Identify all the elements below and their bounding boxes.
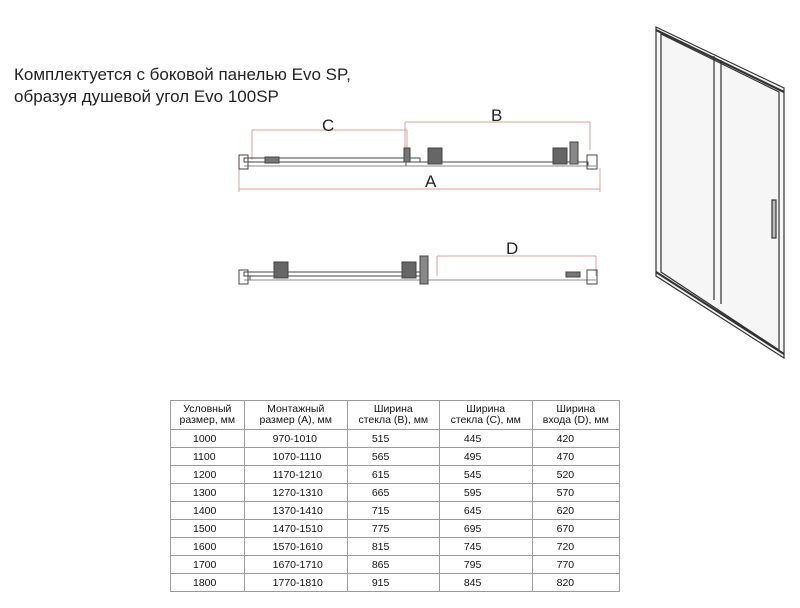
bottom-plan-view [239, 256, 597, 284]
roller-right [553, 148, 567, 164]
dimension-c-label: C [322, 116, 335, 135]
table-cell: 515 [347, 430, 439, 448]
roller-left [428, 148, 442, 164]
table-header-row [171, 401, 620, 430]
top-plan-view [239, 122, 600, 192]
table-row [171, 574, 620, 592]
table-cell: 545 [439, 466, 532, 484]
table-row [171, 556, 620, 574]
table-cell: 1100 [171, 448, 245, 466]
table-cell: 745 [439, 538, 532, 556]
open-door-handle [420, 256, 428, 284]
table-row [171, 484, 620, 502]
table-row [171, 520, 620, 538]
door-outer-frame [656, 27, 784, 358]
intro-line-1: Комплектуется с боковой панелью Evo SP, [14, 65, 351, 84]
table-cell: 1570-1610 [244, 538, 347, 556]
table-cell: 845 [439, 574, 532, 592]
door-handle [570, 142, 578, 164]
table-cell: 915 [347, 574, 439, 592]
center-guide [404, 148, 410, 162]
table-cell: 820 [532, 574, 619, 592]
table-cell: 1800 [171, 574, 245, 592]
table-row [171, 502, 620, 520]
table-cell: 1070-1110 [244, 448, 347, 466]
table-cell: 1400 [171, 502, 245, 520]
table-cell: 1770-1810 [244, 574, 347, 592]
open-glass-panel-1 [244, 272, 420, 276]
table-cell: 1000 [171, 430, 245, 448]
table-cell: 520 [532, 466, 619, 484]
table-cell: 720 [532, 538, 619, 556]
table-cell: 1500 [171, 520, 245, 538]
intro-line-2: образуя душевой угол Evo 100SP [14, 87, 279, 106]
table-cell: 670 [532, 520, 619, 538]
table-cell: 1470-1510 [244, 520, 347, 538]
table-cell: 775 [347, 520, 439, 538]
table-row [171, 448, 620, 466]
open-stopper [566, 272, 580, 277]
table-cell: 615 [347, 466, 439, 484]
header-glass-width-c: Ширина стекла (C), мм [439, 401, 532, 430]
table-row [171, 538, 620, 556]
header-entry-width-d: Ширина входа (D), мм [532, 401, 619, 430]
dimension-a-label: A [425, 172, 437, 191]
dimension-d-label: D [506, 239, 519, 258]
table-cell: 865 [347, 556, 439, 574]
table-cell: 1370-1410 [244, 502, 347, 520]
table-cell: 620 [532, 502, 619, 520]
table-cell: 445 [439, 430, 532, 448]
table-cell: 495 [439, 448, 532, 466]
open-roller-left [274, 262, 288, 278]
table-cell: 795 [439, 556, 532, 574]
table-cell: 770 [532, 556, 619, 574]
table-cell: 815 [347, 538, 439, 556]
header-mounting-size: Монтажный размер (A), мм [244, 401, 347, 430]
table-cell: 565 [347, 448, 439, 466]
table-cell: 1700 [171, 556, 245, 574]
sizes-table [170, 400, 620, 592]
table-cell: 570 [532, 484, 619, 502]
door-handle-icon [772, 200, 776, 238]
table-cell: 1170-1210 [244, 466, 347, 484]
table-cell: 470 [532, 448, 619, 466]
open-roller-right [402, 262, 416, 278]
dimension-b-label: B [491, 106, 503, 125]
table-cell: 420 [532, 430, 619, 448]
table-cell: 595 [439, 484, 532, 502]
table-cell: 645 [439, 502, 532, 520]
table-cell: 695 [439, 520, 532, 538]
left-stopper [265, 157, 279, 163]
table-cell: 665 [347, 484, 439, 502]
table-cell: 1270-1310 [244, 484, 347, 502]
header-glass-width-b: Ширина стекла (B), мм [347, 401, 439, 430]
table-cell: 715 [347, 502, 439, 520]
table-cell: 970-1010 [244, 430, 347, 448]
table-cell: 1600 [171, 538, 245, 556]
table-cell: 1670-1710 [244, 556, 347, 574]
table-row [171, 466, 620, 484]
header-nominal-size: Условный размер, мм [171, 401, 245, 430]
table-cell: 1200 [171, 466, 245, 484]
table-cell: 1300 [171, 484, 245, 502]
table-row [171, 430, 620, 448]
door-perspective-view [656, 27, 784, 358]
